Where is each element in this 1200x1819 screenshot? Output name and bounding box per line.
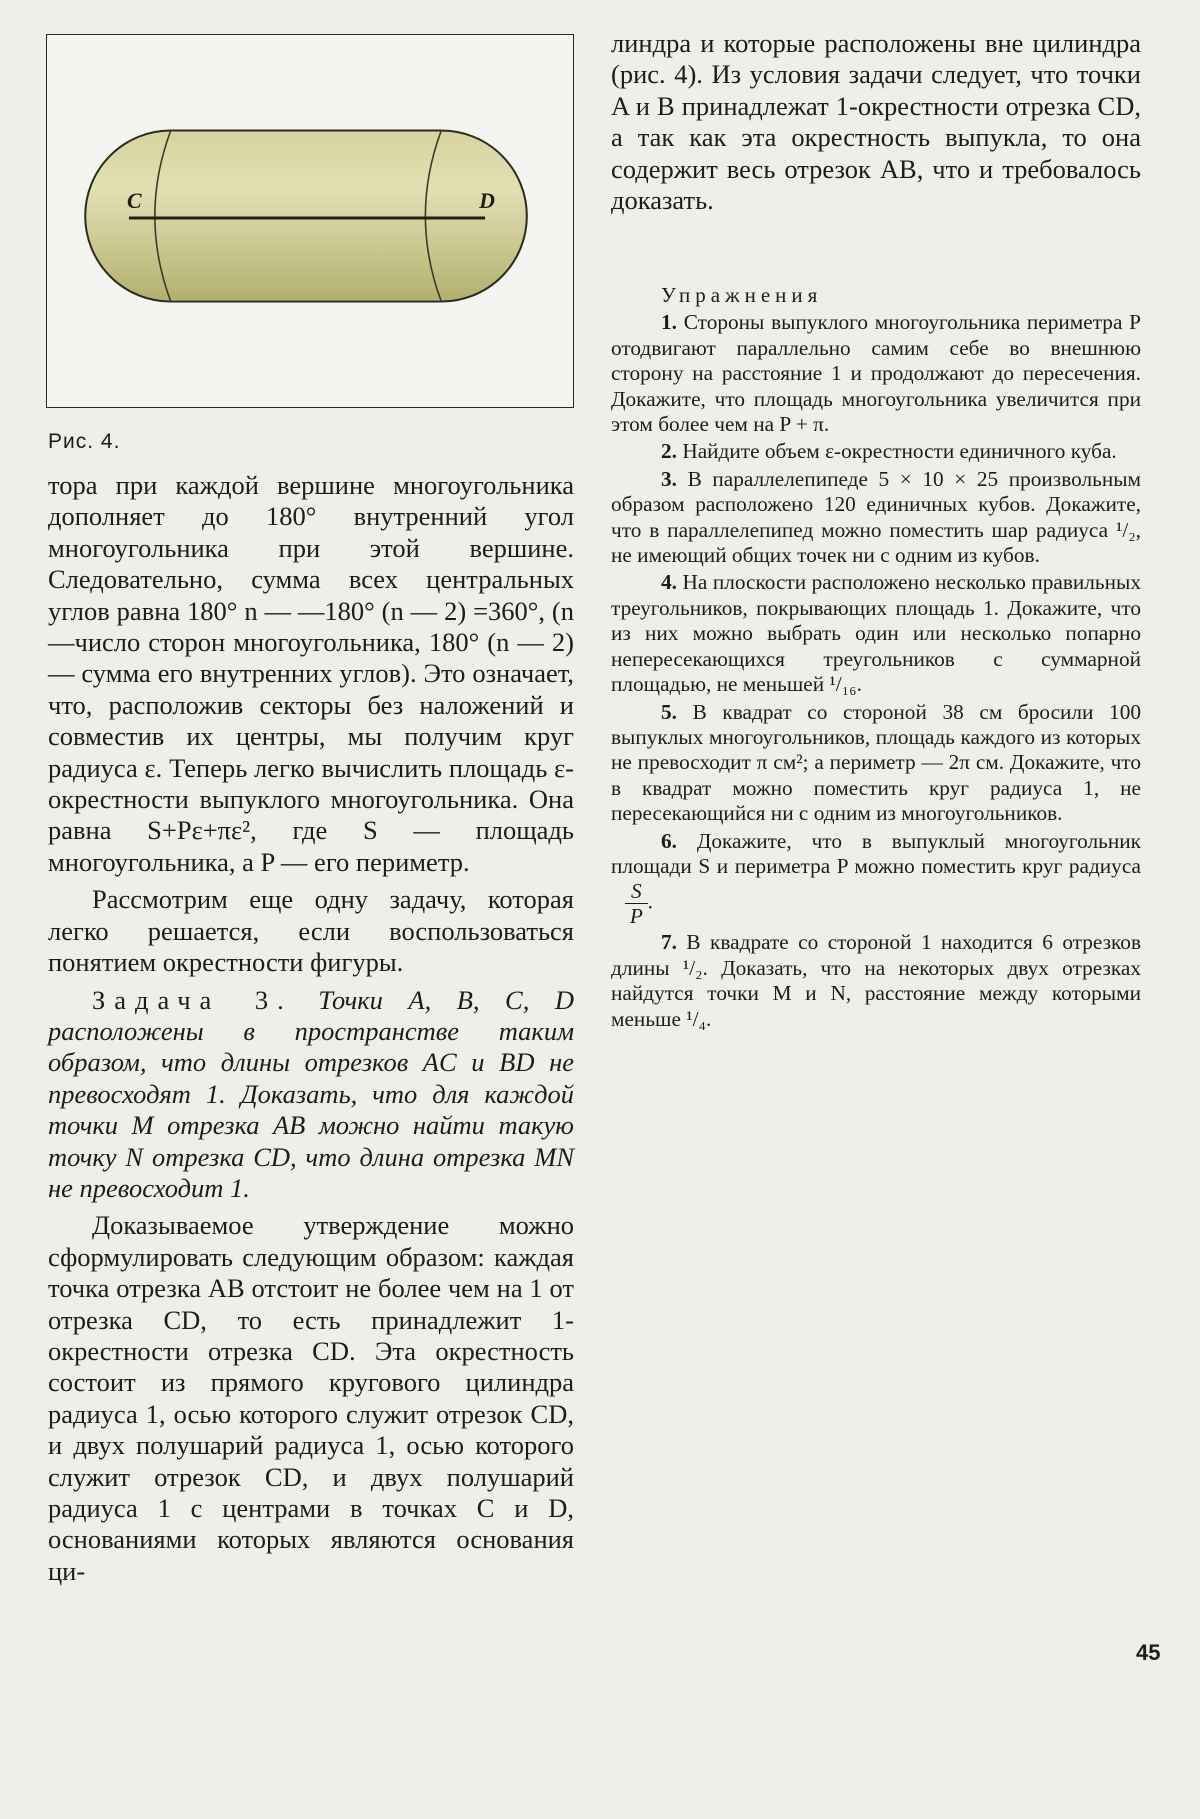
exercise-number: 5. — [661, 699, 677, 724]
problem-label: Задача 3. — [92, 984, 293, 1015]
exercise-item — [611, 467, 1141, 569]
problem-text: Точки A, B, C, D расположены в пространстве таким образом, что длины отрезков AC и BD не превосходят 1. Доказать, что для каждой точки M отрезка AB можно найти такую точку N отрезка CD, что длина отрезка MN не превосходит 1. — [48, 984, 575, 1203]
exercise-text: В квадрат со стороной 38 см бросили 100 выпуклых многоугольников, площадь каждого из которых не превосходит π см²; а периметр — 2π см. Докажите, что в квадрат можно поместить круг радиуса 1, не пересекающийся ни с одним из многоугольников. — [611, 699, 1141, 826]
proof-paragraph: Доказываемое утверждение можно сформулировать следующим образом: каждая точка отрезка AB отстоит не более чем на 1 от отрезка CD, то есть принадлежит 1-окрестности отрезка CD. Эта окрестность состоит из прямого кругового цилиндра радиуса 1, осью которого служит отрезок CD, и двух полушарий радиуса 1, осью которого служит отрезок CD, и двух полушарий радиуса 1 с центрами в точках C и D, основаниями которых являются основания ци- — [48, 1210, 574, 1586]
exercise-item — [611, 700, 1141, 827]
left-column — [48, 470, 574, 1587]
right-column-continuation — [611, 28, 1141, 216]
exercise-item — [611, 570, 1141, 697]
paragraph: тора при каждой вершине многоугольника дополняет до 180° внутренний угол многоугольника при этой вершине. Следовательно, сумма всех центральных углов равна 180° n — —180° (n — 2) =360°, (n—число сторон многоугольника, 180° (n — 2) — сумма его внутренних углов). Это означает, что, расположив секторы без наложений и совместив их центры, мы получим круг радиуса ε. Теперь легко вычислить площадь ε-окрестности выпуклого многоугольника. Она равна S+Pε+πε², где S — площадь многоугольника, а P — его периметр. — [48, 470, 574, 877]
figure-caption: Рис. 4. — [48, 430, 121, 453]
exercise-item — [611, 930, 1141, 1032]
exercise-text: На плоскости расположено несколько правильных треугольников, покрывающих площадь 1. Докажите, что из них можно выбрать один или несколько попарно непересекающихся треугольников с суммарной площадью, не меньшей ¹/₁₆. — [611, 570, 1141, 697]
page-number: 45 — [1136, 1640, 1161, 1665]
exercises-heading: Упражнения — [661, 283, 823, 307]
exercise-text: В параллелепипеде 5 × 10 × 25 произвольным образом расположено 120 единичных кубов. Докажите, что в параллелепипед можно поместить шар радиуса ¹/₂, не имеющий общих точек ни с одним из кубов. — [611, 466, 1142, 568]
label-d: D — [479, 189, 495, 214]
exercise-text: Найдите объем ε-окрестности единичного куба. — [682, 439, 1117, 464]
exercise-item — [611, 829, 1141, 929]
exercise-item — [611, 439, 1141, 464]
exercise-number: 7. — [661, 930, 677, 955]
exercises-section — [611, 283, 1141, 1034]
fraction-denominator: P — [629, 904, 643, 929]
exercise-number: 1. — [661, 310, 677, 335]
label-c: C — [126, 189, 142, 214]
exercise-tail: . — [647, 889, 653, 914]
exercise-item — [611, 310, 1141, 437]
exercise-number: 3. — [661, 466, 677, 491]
problem-statement — [48, 985, 574, 1205]
capsule-body — [85, 130, 527, 301]
fraction-s-over-p — [625, 879, 648, 928]
exercise-text: Докажите, что в выпуклый многоугольник площади S и периметра P можно поместить круг радиуса — [611, 828, 1141, 878]
fraction-numerator: S — [625, 879, 648, 904]
capsule-illustration — [47, 35, 573, 407]
exercise-number: 6. — [661, 828, 677, 853]
exercise-number: 4. — [661, 570, 677, 595]
paragraph: Рассмотрим еще одну задачу, которая легко решается, если воспользоваться понятием окрестности фигуры. — [48, 884, 574, 978]
exercise-text: В квадрате со стороной 1 находится 6 отрезков длины ¹/₂. Доказать, что на некоторых двух отрезках найдутся точки M и N, расстояние между которыми меньше ¹/₄. — [611, 930, 1141, 1031]
figure-4 — [46, 34, 574, 408]
exercise-text: Стороны выпуклого многоугольника периметра P отодвигают параллельно самим себе во внешнюю сторону на расстояние 1 и продолжают до пересечения. Докажите, что площадь многоугольника увеличится при этом более чем на P + π. — [611, 310, 1141, 437]
exercise-number: 2. — [661, 439, 677, 464]
paragraph: линдра и которые расположены вне цилиндра (рис. 4). Из условия задачи следует, что точки A и B принадлежат 1-окрестности отрезка CD, а так как эта окрестность выпукла, то она содержит весь отрезок AB, что и требовалось доказать. — [611, 28, 1141, 216]
